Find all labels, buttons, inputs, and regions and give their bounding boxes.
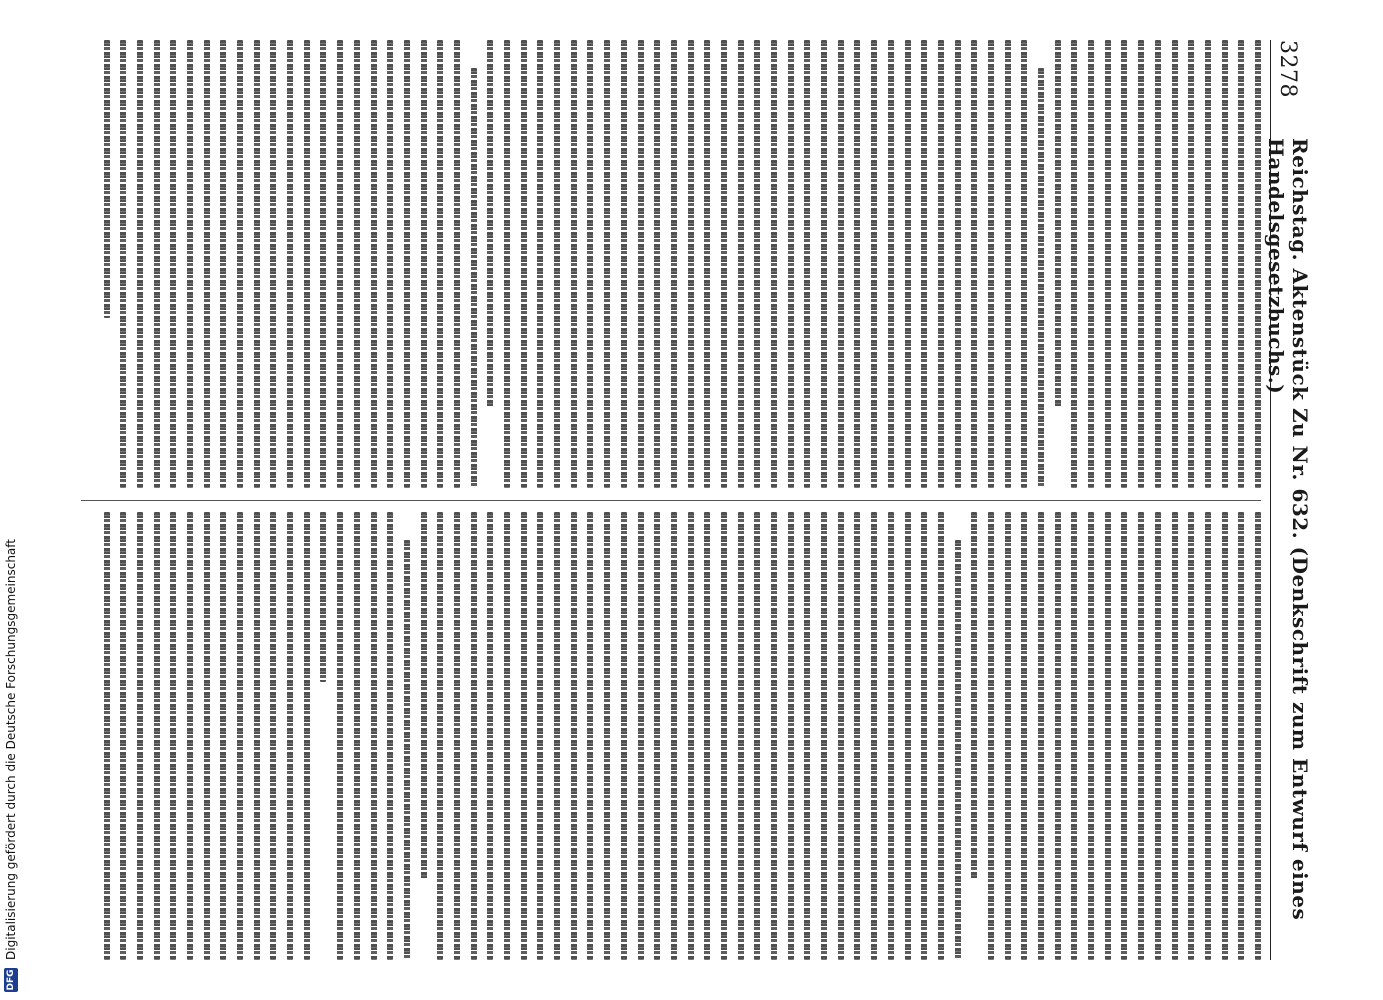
text-line xyxy=(1071,512,1077,960)
text-line xyxy=(421,512,427,879)
text-line xyxy=(270,512,276,960)
text-line xyxy=(821,512,827,960)
text-line xyxy=(537,512,543,960)
text-line xyxy=(254,512,260,960)
text-line xyxy=(804,512,810,960)
column-divider xyxy=(81,500,1261,501)
text-line xyxy=(1155,512,1161,960)
text-line xyxy=(955,40,961,488)
text-line xyxy=(971,512,977,879)
text-line xyxy=(521,512,527,960)
text-line xyxy=(855,40,861,488)
running-header: Reichstag. Aktenstück Zu Nr. 632. (Denkschrift zum Entwurf eines Handelsgesetzbuchs.) xyxy=(1264,138,1312,921)
text-line xyxy=(321,512,327,682)
text-line xyxy=(487,512,493,960)
text-line xyxy=(1172,40,1178,488)
text-line xyxy=(621,512,627,960)
rotated-page-content xyxy=(75,40,1312,960)
text-line xyxy=(554,40,560,488)
text-line xyxy=(287,512,293,960)
page-number: 3278 xyxy=(1275,40,1301,98)
text-line xyxy=(120,40,126,488)
text-line xyxy=(621,40,627,488)
text-line xyxy=(888,512,894,960)
text-line xyxy=(437,40,443,488)
text-line xyxy=(905,512,911,960)
text-line xyxy=(588,40,594,488)
text-line xyxy=(154,40,160,488)
text-line xyxy=(154,512,160,960)
text-line xyxy=(404,540,410,960)
text-line xyxy=(1071,40,1077,488)
text-line xyxy=(838,40,844,488)
text-line xyxy=(287,40,293,488)
text-line xyxy=(638,512,644,960)
text-line xyxy=(354,512,360,960)
text-line xyxy=(1088,512,1094,960)
text-line xyxy=(1188,512,1194,960)
text-line xyxy=(754,512,760,960)
text-line xyxy=(270,40,276,488)
text-line xyxy=(337,40,343,488)
text-line xyxy=(170,40,176,488)
text-line xyxy=(871,512,877,960)
text-line xyxy=(1088,40,1094,488)
text-line xyxy=(1055,40,1061,407)
text-line xyxy=(1155,40,1161,488)
dfg-logo-icon: DFG xyxy=(6,969,16,991)
text-line xyxy=(387,40,393,488)
text-line xyxy=(771,40,777,488)
text-line xyxy=(588,512,594,960)
text-line xyxy=(237,512,243,960)
text-line xyxy=(1138,40,1144,488)
text-line xyxy=(838,512,844,960)
text-line xyxy=(704,512,710,960)
text-line xyxy=(104,40,110,318)
text-line xyxy=(871,40,877,488)
text-line xyxy=(1005,512,1011,960)
text-line xyxy=(971,40,977,488)
text-line xyxy=(1205,40,1211,488)
text-line xyxy=(120,512,126,960)
text-line xyxy=(454,512,460,960)
text-line xyxy=(688,40,694,488)
text-line xyxy=(504,40,510,488)
text-line xyxy=(921,512,927,960)
text-line xyxy=(638,40,644,488)
text-line xyxy=(955,540,961,960)
text-line xyxy=(1255,40,1261,488)
text-line xyxy=(471,512,477,960)
text-line xyxy=(354,40,360,488)
text-line xyxy=(604,40,610,488)
text-line xyxy=(921,40,927,488)
text-line xyxy=(187,40,193,488)
text-line xyxy=(1188,40,1194,488)
text-line xyxy=(855,512,861,960)
text-line xyxy=(788,40,794,488)
text-line xyxy=(654,512,660,960)
text-line xyxy=(1105,40,1111,488)
text-line xyxy=(304,512,310,960)
text-line xyxy=(204,40,210,488)
text-line xyxy=(404,40,410,488)
text-line xyxy=(738,40,744,488)
text-line xyxy=(521,40,527,488)
text-line xyxy=(821,40,827,488)
digitization-footer xyxy=(0,0,22,1000)
text-line xyxy=(1172,512,1178,960)
text-line xyxy=(1038,68,1044,488)
text-line xyxy=(454,40,460,488)
text-column-right xyxy=(81,512,1261,960)
page-header xyxy=(1264,40,1312,960)
text-line xyxy=(1021,512,1027,960)
text-line xyxy=(220,40,226,488)
text-line xyxy=(1005,40,1011,488)
text-line xyxy=(988,512,994,960)
text-line xyxy=(888,40,894,488)
text-line xyxy=(254,40,260,488)
text-line xyxy=(938,40,944,488)
text-line xyxy=(938,512,944,960)
text-line xyxy=(220,512,226,960)
text-line xyxy=(738,512,744,960)
text-line xyxy=(1122,40,1128,488)
text-line xyxy=(1222,512,1228,960)
text-line xyxy=(721,512,727,960)
text-line xyxy=(1055,512,1061,960)
text-line xyxy=(671,512,677,960)
text-line xyxy=(487,40,493,407)
text-line xyxy=(237,40,243,488)
text-line xyxy=(804,40,810,488)
text-line xyxy=(504,512,510,960)
text-line xyxy=(1205,512,1211,960)
text-column-left xyxy=(81,40,1261,488)
footer-credit: Digitalisierung gefördert durch die Deutsche Forschungsgemeinschaft xyxy=(4,538,18,960)
text-line xyxy=(337,512,343,960)
text-line xyxy=(387,512,393,960)
text-line xyxy=(604,512,610,960)
text-line xyxy=(471,68,477,488)
text-line xyxy=(671,40,677,488)
text-line xyxy=(170,512,176,960)
text-line xyxy=(187,512,193,960)
text-line xyxy=(1222,40,1228,488)
text-line xyxy=(1238,512,1244,960)
text-line xyxy=(571,40,577,488)
text-line xyxy=(371,512,377,960)
text-line xyxy=(104,512,110,960)
text-line xyxy=(371,40,377,488)
text-line xyxy=(1105,512,1111,960)
text-line xyxy=(754,40,760,488)
text-line xyxy=(304,40,310,488)
text-line xyxy=(571,512,577,960)
text-line xyxy=(1255,512,1261,960)
text-line xyxy=(688,512,694,960)
text-line xyxy=(537,40,543,488)
text-line xyxy=(1021,40,1027,488)
text-line xyxy=(1238,40,1244,488)
text-line xyxy=(137,512,143,960)
text-line xyxy=(554,512,560,960)
text-line xyxy=(1038,512,1044,960)
text-line xyxy=(654,40,660,488)
text-line xyxy=(204,512,210,960)
text-line xyxy=(721,40,727,488)
text-line xyxy=(321,40,327,488)
text-line xyxy=(905,40,911,488)
text-line xyxy=(704,40,710,488)
text-line xyxy=(137,40,143,488)
text-line xyxy=(988,40,994,488)
text-line xyxy=(788,512,794,960)
text-line xyxy=(1138,512,1144,960)
text-line xyxy=(437,512,443,960)
text-line xyxy=(771,512,777,960)
text-line xyxy=(421,40,427,488)
text-line xyxy=(1122,512,1128,960)
